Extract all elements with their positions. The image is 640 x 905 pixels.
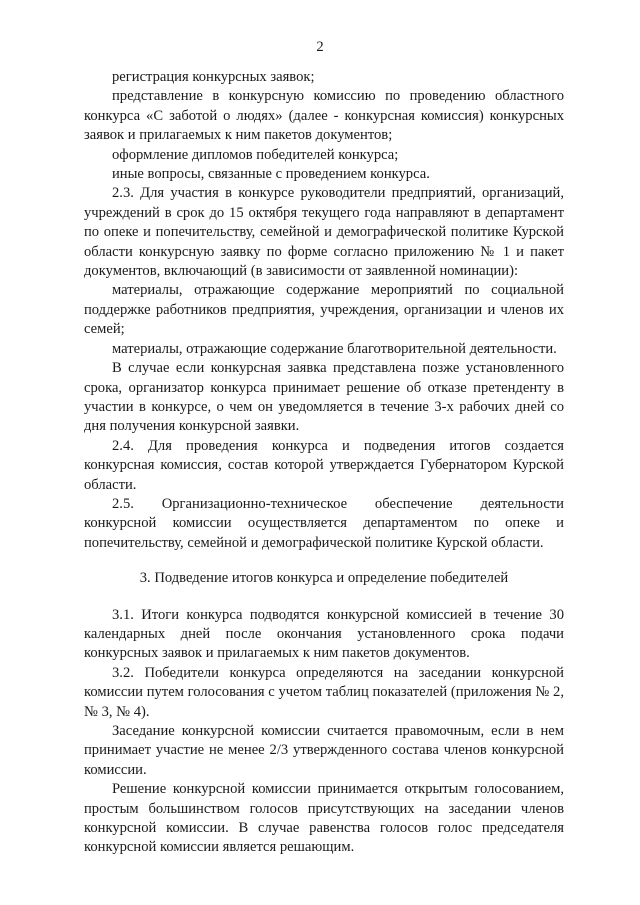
paragraph: 2.3. Для участия в конкурсе руководители предприятий, организаций, учреждений в срок до 15 октября текущего года направляют в департамент по опеке и попечительству, семейной и демографической политике Курской области конкурсную заявку по форме согласно приложению № 1 и пакет документов, включающий (в зависимости от заявленной номинации): bbox=[84, 185, 564, 280]
paragraph: 3.1. Итоги конкурса подводятся конкурсной комиссией в течение 30 календарных дней после окончания установленного срока подачи конкурсных заявок и прилагаемых к ним пакетов документов. bbox=[84, 606, 564, 662]
document-body bbox=[84, 68, 564, 858]
paragraph: регистрация конкурсных заявок; bbox=[112, 69, 315, 85]
paragraph: материалы, отражающие содержание благотворительной деятельности. bbox=[112, 340, 557, 357]
paragraph: Заседание конкурсной комиссии считается правомочным, если в нем принимает участие не менее 2/3 утвержденного состава членов конкурсной комиссии. bbox=[84, 723, 564, 778]
paragraph: оформление дипломов победителей конкурса; bbox=[112, 146, 399, 163]
paragraph: В случае если конкурсная заявка представлена позже установленного срока, организатор конкурса принимает решение об отказе претенденту в участии в конкурсе, о чем он уведомляется в течение 3-х рабочих дней со дня получения конкурсной заявки. bbox=[84, 360, 564, 435]
paragraph: 2.4. Для проведения конкурса и подведения итогов создается конкурсная комиссия, состав которой утверждается Губернатором Курской области. bbox=[84, 437, 564, 493]
paragraph: представление в конкурсную комиссию по проведению областного конкурса «С заботой о людях» (далее - конкурсная комиссия) конкурсных заявок и прилагаемых к ним пакетов документов; bbox=[84, 88, 564, 144]
paragraph: 3.2. Победители конкурса определяются на заседании конкурсной комиссии путем голосования с учетом таблиц показателей (приложения № 2, № 3, № 4). bbox=[84, 664, 564, 720]
paragraph: иные вопросы, связанные с проведением конкурса. bbox=[112, 166, 430, 183]
section-heading: 3. Подведение итогов конкурса и определение победителей bbox=[139, 570, 509, 587]
paragraph: материалы, отражающие содержание мероприятий по социальной поддержке работников предприятия, учреждения, организации и членов их семей; bbox=[84, 282, 564, 338]
paragraph: 2.5. Организационно-техническое обеспечение деятельности конкурсной комиссии осуществляется департаментом по опеке и попечительству, семейной и демографической политике Курской области. bbox=[84, 495, 564, 551]
paragraph: Решение конкурсной комиссии принимается открытым голосованием, простым большинством голосов присутствующих на заседании членов конкурсной комиссии. В случае равенства голосов голос председателя конкурсной комиссии является решающим. bbox=[84, 781, 564, 856]
page-number: 2 bbox=[316, 39, 324, 55]
